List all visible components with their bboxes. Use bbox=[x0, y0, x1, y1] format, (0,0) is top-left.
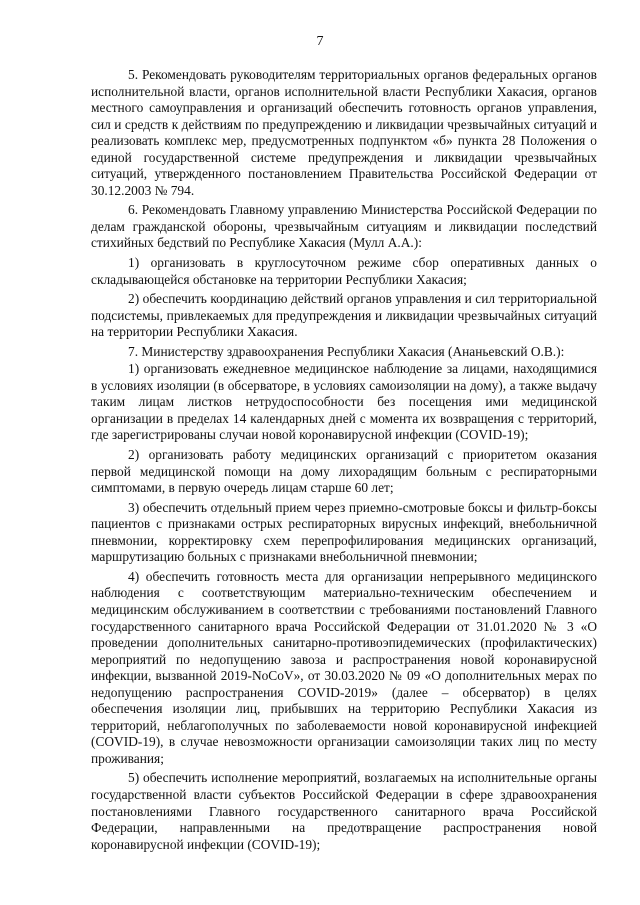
paragraph-7-subitem-4: 4) обеспечить готовность места для организации непрерывного медицинского наблюдения с соответствующим материально-техническим обеспечением и медицинским обслуживанием в соответствии с требованиями постановлений Главного государственного санитарного врача Российской Федерации от 31.01.2020 № 3 «О проведении дополнительных санитарно-противоэпидемических (профилактических) мероприятий по недопущению завоза и распространения новой коронавирусной инфекции, вызванной 2019-NoCoV», от 30.03.2020 № 09 «О дополнительных мерах по недопущению распространения COVID-2019» (далее – обсерватор) в целях обеспечения изоляции лиц, прибывших на территорию Республики Хакасия из территорий, неблагополучных по заболеваемости новой коронавирусной инфекцией (COVID-19), в случае невозможности организации самоизоляции таких лиц по месту проживания; bbox=[91, 568, 597, 766]
paragraph-item-7-ministry-health: 7. Министерству здравоохранения Республики Хакасия (Ананьевский О.В.): bbox=[128, 343, 565, 359]
paragraph-7-subitem-3: 3) обеспечить отдельный прием через приемно-смотровые боксы и фильтр-боксы пациентов с признаками острых респираторных вирусных инфекций, внебольничной пневмонии, корректировку схем перепрофилирования медицинских организаций, маршрутизацию больных с признаками внебольничной пневмонии; bbox=[91, 499, 597, 565]
paragraph-7-subitem-2: 2) организовать работу медицинских организаций с приоритетом оказания первой медицинской помощи на дому лихорадящим больным с респираторными симптомами, в первую очередь лицам старше 60 лет; bbox=[91, 447, 597, 496]
paragraph-7-subitem-1: 1) организовать ежедневное медицинское наблюдение за лицами, находящимися в условиях изоляции (в обсерваторе, в условиях самоизоляции на дому), а также выдачу таким лицам листков нетрудоспособности без посещения ими медицинской организации в пределах 14 календарных дней с момента их возвращения с территорий, где зарегистрированы случаи новой коронавирусной инфекции (COVID-19); bbox=[91, 361, 597, 443]
document-body bbox=[91, 67, 597, 856]
paragraph-6-subitem-2: 2) обеспечить координацию действий органов управления и сил территориальной подсистемы, привлекаемых для предупреждения и ликвидации чрезвычайных ситуаций на территории Республики Хакасия. bbox=[91, 291, 597, 340]
page-number: 7 bbox=[316, 34, 324, 49]
paragraph-item-5-recommendation: 5. Рекомендовать руководителям территориальных органов федеральных органов исполнительной власти, органов исполнительной власти Республики Хакасия, органов местного самоуправления и организаций обеспечить готовность органов управления, сил и средств к действиям по предупреждению и ликвидации чрезвычайных ситуаций и реализовать комплекс мер, предусмотренных подпунктом «б» пункта 28 Положения о единой государственной системе предупреждения и ликвидации чрезвычайных ситуаций, утвержденного постановлением Правительства Российской Федерации от 30.12.2003 № 794. bbox=[91, 67, 597, 198]
paragraph-6-subitem-1: 1) организовать в круглосуточном режиме сбор оперативных данных о складывающейся обстановке на территории Республики Хакасия; bbox=[91, 255, 597, 287]
paragraph-item-6-recommendation: 6. Рекомендовать Главному управлению Министерства Российской Федерации по делам гражданской обороны, чрезвычайным ситуациям и ликвидации последствий стихийных бедствий по Республике Хакасия (Мулл А.А.): bbox=[91, 202, 597, 251]
paragraph-7-subitem-5: 5) обеспечить исполнение мероприятий, возлагаемых на исполнительные органы государственной власти субъектов Российской Федерации в сфере здравоохранения постановлениями Главного государственного санитарного врача Российской Федерации, направленными на предотвращение распространения новой коронавирусной инфекции (COVID-19); bbox=[91, 770, 597, 852]
